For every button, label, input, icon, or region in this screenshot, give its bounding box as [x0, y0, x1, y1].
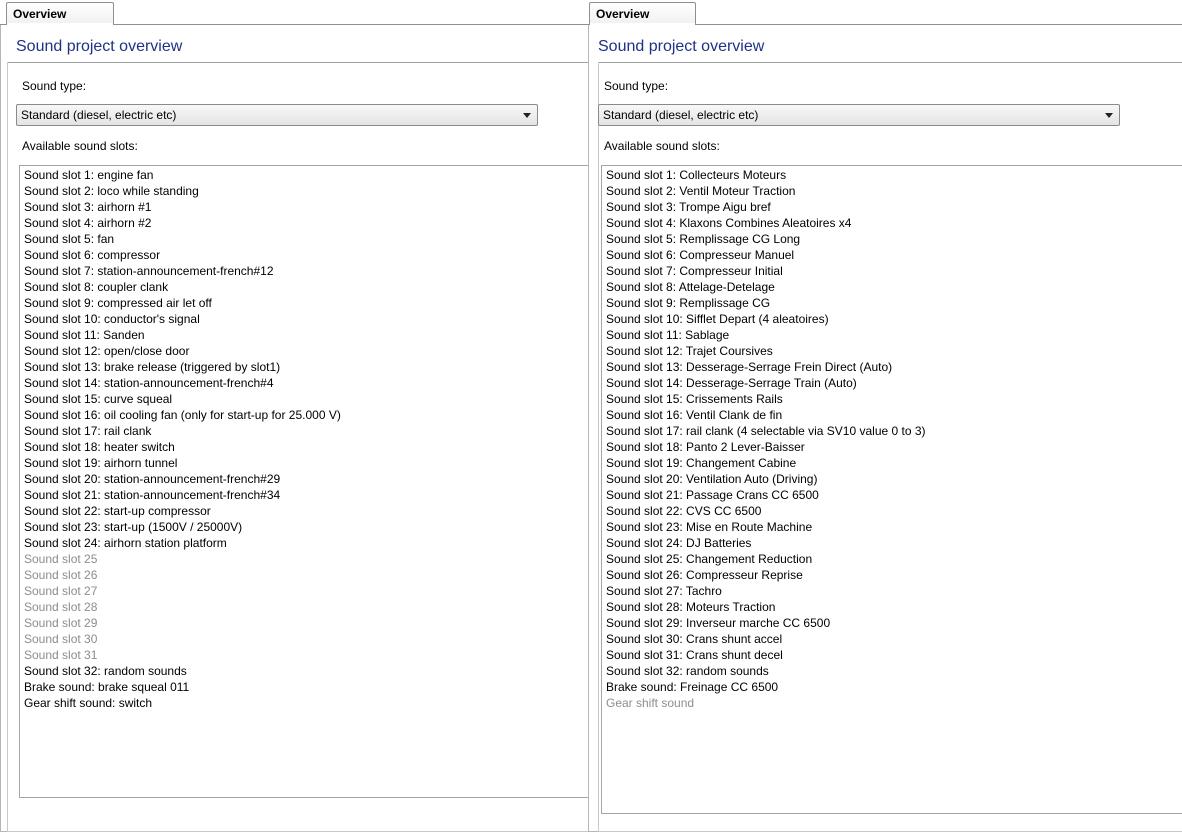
sound-slot-item[interactable]: Sound slot 19: airhorn tunnel: [24, 456, 178, 470]
sound-slots-items: [602, 166, 1182, 711]
sound-slot-item[interactable]: Sound slot 10: conductor's signal: [24, 312, 200, 326]
sound-slot-item[interactable]: Sound slot 3: airhorn #1: [24, 200, 152, 214]
sound-slot-item[interactable]: Brake sound: brake squeal 011: [24, 680, 190, 694]
sound-slot-item[interactable]: Sound slot 29: Inverseur marche CC 6500: [606, 616, 831, 630]
sound-slot-item[interactable]: Sound slot 24: DJ Batteries: [606, 536, 752, 550]
sound-slot-item[interactable]: Sound slot 8: coupler clank: [24, 280, 169, 294]
sound-slot-item[interactable]: Gear shift sound: switch: [24, 696, 153, 710]
tab-overview[interactable]: [6, 2, 114, 24]
sound-slot-item[interactable]: Sound slot 16: Ventil Clank de fin: [606, 408, 783, 422]
sound-slot-item[interactable]: Sound slot 2: Ventil Moteur Traction: [606, 184, 796, 198]
right-panel: [588, 0, 1182, 832]
sound-slot-item[interactable]: Sound slot 27: [24, 584, 98, 598]
sound-type-value: Standard (diesel, electric etc): [21, 108, 177, 122]
sound-slot-item[interactable]: Sound slot 6: compressor: [24, 248, 161, 262]
sound-slot-item[interactable]: Sound slot 7: station-announcement-french#12: [24, 264, 274, 278]
available-slots-label: Available sound slots:: [604, 139, 720, 153]
sound-slot-item[interactable]: Sound slot 16: oil cooling fan (only for start-up for 25.000 V): [24, 408, 341, 422]
sound-slot-item[interactable]: Sound slot 1: Collecteurs Moteurs: [606, 168, 787, 182]
sound-slot-item[interactable]: Sound slot 1: engine fan: [24, 168, 154, 182]
sound-type-dropdown[interactable]: [598, 104, 1120, 126]
sound-slot-item[interactable]: Sound slot 14: Desserage-Serrage Train (Auto): [606, 376, 857, 390]
sound-slots-items: [20, 166, 588, 711]
left-panel: [0, 0, 588, 832]
sound-slot-item[interactable]: Sound slot 17: rail clank (4 selectable via SV10 value 0 to 3): [606, 424, 926, 438]
chevron-down-icon[interactable]: [523, 113, 531, 118]
sound-slot-item[interactable]: Sound slot 18: heater switch: [24, 440, 175, 454]
sound-slot-item[interactable]: Sound slot 23: Mise en Route Machine: [606, 520, 813, 534]
tab-overview-label: Overview: [13, 7, 67, 21]
sound-type-label: Sound type:: [22, 79, 87, 93]
sound-slot-item[interactable]: Brake sound: Freinage CC 6500: [606, 680, 779, 694]
sound-slot-item[interactable]: Sound slot 30: Crans shunt accel: [606, 632, 783, 646]
sound-slot-item[interactable]: Sound slot 15: Crissements Rails: [606, 392, 783, 406]
sound-slot-item[interactable]: Sound slot 31: [24, 648, 98, 662]
sound-slot-item[interactable]: Sound slot 4: airhorn #2: [24, 216, 152, 230]
page-title: Sound project overview: [598, 38, 765, 55]
tab-overview-label: Overview: [596, 7, 650, 21]
sound-slot-item[interactable]: Sound slot 11: Sanden: [24, 328, 145, 342]
sound-slot-item[interactable]: Sound slot 20: station-announcement-french#29: [24, 472, 281, 486]
sound-slot-item[interactable]: Sound slot 6: Compresseur Manuel: [606, 248, 795, 262]
sound-slot-item[interactable]: Sound slot 27: Tachro: [606, 584, 722, 598]
sound-slot-item[interactable]: Sound slot 20: Ventilation Auto (Driving): [606, 472, 818, 486]
sound-type-dropdown[interactable]: [16, 104, 538, 126]
sound-slot-item[interactable]: Gear shift sound: [606, 696, 695, 710]
sound-slot-item[interactable]: Sound slot 15: curve squeal: [24, 392, 173, 406]
sound-slot-item[interactable]: Sound slot 23: start-up (1500V / 25000V): [24, 520, 243, 534]
sound-type-label: Sound type:: [604, 79, 669, 93]
sound-slot-item[interactable]: Sound slot 11: Sablage: [606, 328, 730, 342]
sound-slot-item[interactable]: Sound slot 12: open/close door: [24, 344, 190, 358]
sound-slot-item[interactable]: Sound slot 3: Trompe Aigu bref: [606, 200, 771, 214]
sound-slot-item[interactable]: Sound slot 25: Changement Reduction: [606, 552, 813, 566]
sound-slots-list[interactable]: [19, 165, 588, 798]
sound-slot-item[interactable]: Sound slot 32: random sounds: [606, 664, 769, 678]
sound-slot-item[interactable]: Sound slot 7: Compresseur Initial: [606, 264, 783, 278]
sound-slot-item[interactable]: Sound slot 25: [24, 552, 98, 566]
sound-slot-item[interactable]: Sound slot 4: Klaxons Combines Aleatoires x4: [606, 216, 852, 230]
sound-slot-item[interactable]: Sound slot 26: Compresseur Reprise: [606, 568, 803, 582]
sound-slot-item[interactable]: Sound slot 22: CVS CC 6500: [606, 504, 762, 518]
sound-slot-item[interactable]: Sound slot 32: random sounds: [24, 664, 187, 678]
sound-slot-item[interactable]: Sound slot 22: start-up compressor: [24, 504, 211, 518]
sound-slot-item[interactable]: Sound slot 17: rail clank: [24, 424, 152, 438]
sound-slot-item[interactable]: Sound slot 30: [24, 632, 98, 646]
page-title: Sound project overview: [16, 38, 183, 55]
sound-slot-item[interactable]: Sound slot 21: Passage Crans CC 6500: [606, 488, 819, 502]
sound-slot-item[interactable]: Sound slot 5: Remplissage CG Long: [606, 232, 801, 246]
sound-slot-item[interactable]: Sound slot 31: Crans shunt decel: [606, 648, 783, 662]
chevron-down-icon[interactable]: [1105, 113, 1113, 118]
sound-slots-list[interactable]: [601, 165, 1182, 814]
sound-slot-item[interactable]: Sound slot 21: station-announcement-french#34: [24, 488, 281, 502]
sound-slot-item[interactable]: Sound slot 26: [24, 568, 98, 582]
sound-slot-item[interactable]: Sound slot 10: Sifflet Depart (4 aleatoires): [606, 312, 829, 326]
sound-type-value: Standard (diesel, electric etc): [603, 108, 759, 122]
sound-slot-item[interactable]: Sound slot 18: Panto 2 Lever-Baisser: [606, 440, 805, 454]
sound-slot-item[interactable]: Sound slot 8: Attelage-Detelage: [606, 280, 775, 294]
sound-slot-item[interactable]: Sound slot 9: compressed air let off: [24, 296, 212, 310]
sound-slot-item[interactable]: Sound slot 12: Trajet Coursives: [606, 344, 773, 358]
sound-slot-item[interactable]: Sound slot 14: station-announcement-french#4: [24, 376, 274, 390]
sound-slot-item[interactable]: Sound slot 13: brake release (triggered by slot1): [24, 360, 281, 374]
sound-slot-item[interactable]: Sound slot 19: Changement Cabine: [606, 456, 797, 470]
sound-slot-item[interactable]: Sound slot 29: [24, 616, 98, 630]
sound-slot-item[interactable]: Sound slot 28: [24, 600, 98, 614]
sound-slot-item[interactable]: Sound slot 24: airhorn station platform: [24, 536, 227, 550]
sound-slot-item[interactable]: Sound slot 28: Moteurs Traction: [606, 600, 776, 614]
sound-slot-item[interactable]: Sound slot 9: Remplissage CG: [606, 296, 771, 310]
sound-slot-item[interactable]: Sound slot 2: loco while standing: [24, 184, 199, 198]
sound-slot-item[interactable]: Sound slot 5: fan: [24, 232, 115, 246]
available-slots-label: Available sound slots:: [22, 139, 138, 153]
tab-overview[interactable]: [589, 2, 696, 24]
sound-slot-item[interactable]: Sound slot 13: Desserage-Serrage Frein Direct (Auto): [606, 360, 893, 374]
